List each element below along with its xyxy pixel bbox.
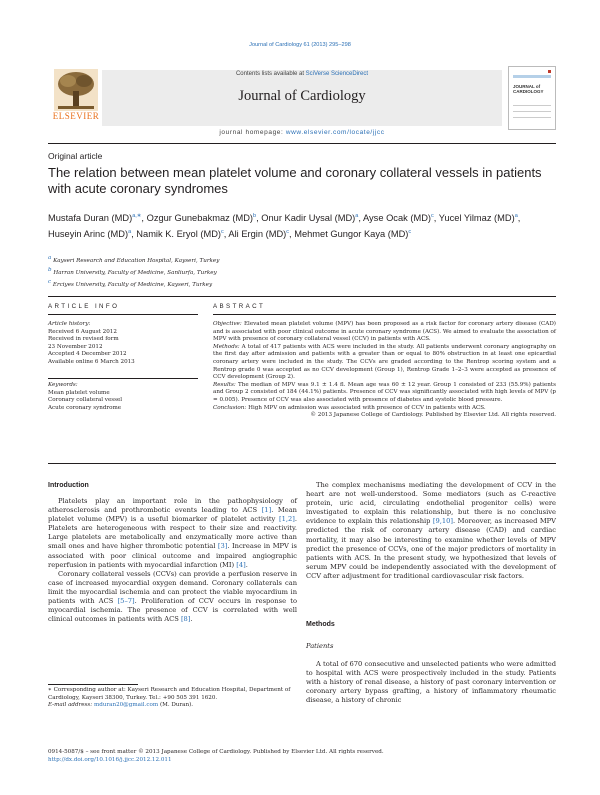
affiliation-text: Harran University, Faculty of Medicine, Sanliurfa, Turkey (53, 269, 217, 276)
cover-mark (548, 70, 551, 73)
keywords-list (48, 382, 198, 412)
author-affiliation-mark[interactable]: b (253, 213, 257, 219)
abstract-results-label: Results: (213, 381, 236, 388)
author-name[interactable]: , Namik K. Eryol (MD) (131, 228, 222, 239)
author-name[interactable]: , Onur Kadir Uysal (MD) (256, 213, 356, 224)
cover-stripe (513, 75, 551, 78)
cover-line (513, 117, 551, 118)
journal-name: Journal of Cardiology (238, 88, 366, 104)
abstract-methods-text: A total of 417 patients with ACS were included in the study. All patients underwent coronary angiography on the first day after admission and patients with a greater than or equal to 80% obstruction in at least one epicardial coronary artery were included in the study. The CCVs are graded according to the Rentrop scoring system and a Rentrop grade 0 was accepted as no CCV development (Group 1), Rentrop Grade 1–2–3 were accepted as presence of CCV development (Group 2). (213, 343, 556, 381)
article-history (48, 321, 198, 367)
keywords-rule (48, 378, 198, 379)
corresponding-author-footnote (48, 687, 297, 710)
elsevier-wordmark: ELSEVIER (52, 111, 100, 121)
contents-line (102, 71, 502, 77)
body-text: . (190, 615, 193, 624)
body-text: Platelets play an important role in the pathophysiology of atherosclerosis and prothrombotic events leading to ACS (48, 497, 297, 515)
history-item: Accepted 4 December 2012 (48, 351, 127, 358)
citation-link[interactable]: [8] (180, 615, 191, 624)
author-name[interactable]: , Mehmet Gungor Kaya (MD) (289, 228, 409, 239)
history-item: Available online 6 March 2013 (48, 358, 135, 365)
intro-paragraph (48, 570, 297, 625)
doi-link[interactable]: http://dx.doi.org/10.1016/j.jjcc.2012.12.011 (48, 756, 172, 763)
email-line (48, 702, 297, 710)
email-suffix: (M. Duran). (158, 702, 194, 709)
body-text: . Platelets are heterogeneous with respect to their size and reactivity. Large platelets are metabolically and enzymatically more active than small ones and have higher thrombotic potential (48, 515, 297, 551)
cover-line (513, 111, 551, 112)
author-name[interactable]: , Ozgur Gunebakmaz (MD) (141, 213, 254, 224)
cover-title: JOURNAL of CARDIOLOGY (513, 84, 544, 94)
abstract-heading: ABSTRACT (213, 303, 266, 310)
sciencedirect-link[interactable]: SciVerse ScienceDirect (305, 71, 369, 77)
patients-paragraph: A total of 670 consecutive and unselected patients who were admitted to hospital with ACS were prospectively included in the study. Patients with a history of renal disease, a history of past coronary intervention or coronary artery bypass grafting, a history of inflammatory rheumatic disease, a history of chronic (306, 660, 556, 705)
intro-paragraph (306, 481, 556, 581)
journal-homepage (102, 129, 502, 136)
author-name[interactable]: , Yucel Yilmaz (MD) (433, 213, 515, 224)
elsevier-tree-icon (54, 69, 98, 111)
history-item: Received in revised form (48, 336, 119, 343)
article-info-heading: ARTICLE INFO (48, 303, 120, 310)
methods-heading: Methods (306, 621, 335, 628)
keyword-item: Mean platelet volume (48, 389, 110, 396)
journal-cover-thumbnail[interactable] (508, 66, 556, 130)
citation-link[interactable]: [1] (261, 506, 272, 515)
email-label: E-mail address: (48, 702, 93, 709)
cover-line (513, 105, 551, 106)
abstract-conclusion-text: High MPV on admission was associated with presence of CCV in patients with ACS. (246, 404, 486, 411)
author-affiliation-mark[interactable]: a (128, 228, 132, 235)
affiliation-item (48, 278, 553, 290)
abstract-methods (213, 344, 556, 382)
homepage-link[interactable]: www.elsevier.com/locate/jjcc (285, 129, 385, 136)
abstract-results-text: The median of MPV was 9.1 ± 1.4 fl. Mean age was 60 ± 12 year. Group 1 consisted of 233 (55.9%) patients and Group 2 consisted of 184 (44.1%) patients. Presence of CCV was significantly associated with high levels of MPV (p = 0.005). Presence of CCV was also associated with presence of diabetes and systolic blood pressure. (213, 381, 556, 403)
right-column (306, 481, 556, 581)
affiliation-mark: b (48, 266, 52, 273)
intro-paragraph (48, 497, 297, 570)
author-affiliation-mark[interactable]: c (286, 228, 290, 235)
abstract-body (213, 321, 556, 420)
elsevier-logo[interactable] (48, 67, 104, 129)
affiliation-item (48, 266, 553, 278)
body-text: The complex mechanisms mediating the development of CCV in the heart are not well-understood. Some mediators (such as C-reactive protein, uric acid, circulating endothelial progenitor cells) were investigated to explain this relationship, but there is no conclusive evidence to explain this relationship (306, 481, 556, 526)
footnote-rule (48, 684, 138, 685)
body-text: Coronary collateral vessels (CCVs) can provide a perfusion reserve in case of increased myocardial oxygen demand. Coronary collaterals can limit the myocardial ischemia and can protect the viable myocardium in patients with ACS (48, 569, 297, 606)
abstract-results (213, 382, 556, 405)
affiliation-item (48, 254, 553, 266)
history-label: Article history: (48, 321, 91, 327)
author-affiliation-mark[interactable]: c (431, 213, 434, 219)
keywords-label: Keywords: (48, 382, 78, 388)
patients-heading: Patients (306, 642, 334, 650)
methods-column (306, 660, 556, 705)
header-rule (48, 143, 556, 144)
history-item: Received 6 August 2012 (48, 328, 117, 335)
citation-link[interactable]: [4] (236, 560, 246, 569)
abstract-bottom-rule (48, 463, 556, 464)
citation-link[interactable]: [3] (217, 542, 228, 551)
abstract-objective-text: Elevated mean platelet volume (MPV) has been proposed as a risk factor for coronary artery disease (CAD) and is associated with poor clinical outcome in acute coronary syndrome (ACS). We aimed to evaluate the association of MPV with presence of coronary collateral vessel (CCV) in patients with ACS. (213, 321, 556, 343)
author-affiliation-mark[interactable]: c (408, 228, 412, 235)
article-type: Original article (48, 151, 103, 161)
homepage-prefix: journal homepage: (219, 129, 286, 136)
left-column (48, 497, 297, 624)
journal-citation[interactable]: Journal of Cardiology 61 (2013) 295–298 (249, 42, 351, 48)
citation-link[interactable]: [1,2] (279, 515, 295, 524)
body-text: . Moreover, as increased MPV predicted the risk of coronary artery disease (CAD) and cardiac mortality, it may also be interesting to examine whether levels of MPV predict the presence of CCVs, one of the major predictors of mortality in patients with ACS. In the present study, we hypothesized that levels of serum MPV could be independently associated with the development of CCV after adjustment for traditional cardiovascular risk factors. (306, 517, 556, 580)
author-name[interactable]: , Ayse Ocak (MD) (358, 213, 432, 224)
body-text: . (245, 560, 248, 569)
issn-line: 0914-5087/$ – see front matter © 2013 Japanese College of Cardiology. Published by Elsevier Ltd. All rights reserved. (48, 749, 384, 755)
abstract-conclusion-label: Conclusion: (213, 404, 247, 411)
author-affiliation-mark[interactable]: a (355, 213, 359, 219)
citation-link[interactable]: [5–7] (117, 597, 135, 606)
affiliation-list (48, 254, 553, 290)
author-affiliation-mark[interactable]: a (514, 213, 518, 219)
introduction-heading: Introduction (48, 482, 89, 489)
email-link[interactable]: mduran20@gmail.com (92, 702, 159, 709)
author-affiliation-mark[interactable]: a,∗ (132, 213, 142, 219)
affiliation-text: Kayseri Research and Education Hospital, Kayseri, Turkey (53, 257, 220, 264)
body-text: . Increase in MPV is associated with poor clinical outcome and impaired angiographic reperfusion in patients with myocardial infarction (MI) (48, 542, 297, 569)
citation-link[interactable]: [9,10] (432, 517, 454, 526)
section-rule (48, 296, 556, 297)
author-list (48, 210, 553, 241)
author-name[interactable]: , Huseyin Arinc (MD) (48, 213, 521, 239)
abstract-rule (213, 314, 556, 315)
author-name[interactable]: Mustafa Duran (MD) (48, 213, 133, 224)
body-text: . Proliferation of CCV occurs in response to myocardial ischemia. The presence of CCV is correlated with well clinical outcomes in patients with ACS (48, 597, 297, 624)
keyword-item: Coronary collateral vessel (48, 397, 123, 404)
abstract-methods-label: Methods: (213, 343, 240, 350)
history-item: 23 November 2012 (48, 343, 103, 350)
body-text: . Mean platelet volume (MPV) is a useful biomarker of platelet activity (48, 506, 297, 524)
publication-info (48, 749, 556, 765)
affiliation-text: Erciyes University, Faculty of Medicine, Kayseri, Turkey (52, 281, 213, 288)
author-name[interactable]: , Ali Ergin (MD) (223, 228, 287, 239)
abstract-copyright: © 2013 Japanese College of Cardiology. Published by Elsevier Ltd. All rights reserved. (310, 412, 556, 419)
affiliation-mark: c (48, 278, 52, 285)
keyword-item: Acute coronary syndrome (48, 404, 122, 411)
affiliation-mark: a (48, 255, 52, 261)
article-title: The relation between mean platelet volume and coronary collateral vessels in patients with acute coronary syndromes (48, 165, 542, 196)
abstract-objective-label: Objective: (213, 321, 242, 327)
article-info-rule (48, 314, 198, 315)
contents-prefix: Contents lists available at (235, 71, 306, 77)
abstract-objective (213, 321, 556, 344)
abstract-conclusion (213, 405, 556, 413)
corresponding-author-text: ∗ Corresponding author at: Kayseri Research and Education Hospital, Department of Cardiology, Kayseri 38300, Turkey. Tel.: +90 505 391 1620. (48, 687, 291, 701)
author-affiliation-mark[interactable]: c (221, 228, 224, 235)
